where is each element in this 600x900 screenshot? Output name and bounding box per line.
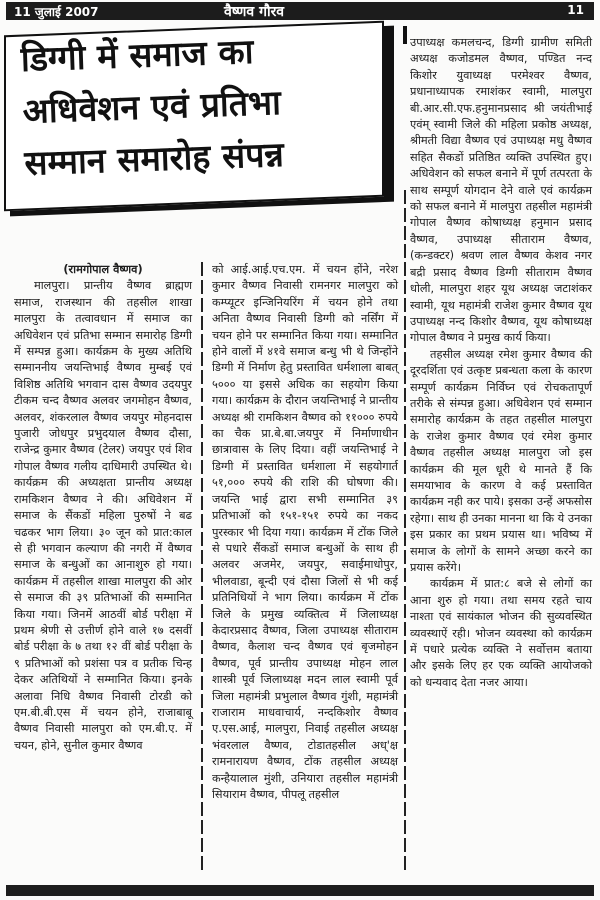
issue-date: 11 जुलाई 2007 bbox=[14, 5, 99, 19]
column-divider-thick bbox=[403, 26, 407, 44]
paragraph: उपाध्यक्ष कमलचन्द, डिग्गी ग्रामीण समिती अध्यक्ष कजोडमल वैष्णव, पण्डित नन्द किशोर युवाध्यक्ष परमेश्वर वैष्णव, प्रधानाध्यापक रमाशंकर स्वामी, मालपुरा बी.आर.सी.एफ.हनुमानप्रसाद श्री जयंतीभाई एवंम् स्वामी जिले की महिला प्रकोष्ठ अध्यक्ष, श्रीमती विद्या वैष्णव एवं उपाध्यक्ष मधु वैष्णव सहित सैकडों प्रतिष्ठित व्यक्ति उपस्थित हुए। अधिवेशन को सफल बनाने में पूर्ण तत्परता के साथ सम्पूर्ण योगदान देने वाले एवं कार्यक्रम को सफल बनाने में मालपुरा तहसील महामंत्री गोपाल वैष्णव कोषाध्यक्ष हनुमान प्रसाद वैष्णव, उपाध्यक्ष सीताराम वैष्णव, (कन्डक्टर) श्रवण लाल वैष्णव केशव नगर बद्री प्रसाद वैष्णव डिग्गी सीताराम वैष्णव धोली, मालपुरा शहर यूथ अध्यक्ष जटाशंकर स्वामी, यूथ महामंत्री राजेश कुमार वैष्णव यूथ उपाध्यक्ष नन्द किशोर वैष्णव, यूथ कोषाध्यक्ष गोपाल वैष्णव ने प्रमुख कार्य किया। bbox=[410, 36, 592, 345]
column-divider bbox=[404, 190, 406, 874]
paragraph: को आई.आई.एच.एम. में चयन होंने, नरेश कुमार वैष्णव निवासी रामनगर मालपुरा को कम्प्यूटर इन्जिनियरिंग में चयन होने तथा अनिता वैष्णव निवासी डिग्गी को नर्सिंग में चयन होने पर सम्मानित किया गया। सम्मानित होने वालों में ४१वे समाज बन्धु भी थे जिन्होंने डिग्गी में निर्माण हेतु प्रस्तावित धर्मशाला बाबत् ५००० या इससे अधिक का सहयोग किया गया। कार्यक्रम के दौरान जयन्तिभाई ने प्रान्तीय अध्यक्ष श्री रामकिशन वैष्णव को ११००० रुपये का चैक प्रा.बे.बा.जयपुर में निर्माणाधीन छात्रावास के लिए दिया। वहीं जयन्तिभाई ने डिग्गी में प्रस्तावित धर्मशाला में सहयोगार्त ५१,००० रुपये की राशि की घोषणा की। जयन्ति भाई द्वारा सभी सम्मानित ३९ प्रतिभाओं को १५१-१५१ रुपये का नकद पुरस्कार भी दिया गया। कार्यक्रम में टोंक जिले से पधारे सैंकडों समाज बन्धुओं के साथ ही अलवर अजमेर, जयपुर, सवाईमाधोपुर, भीलवाडा, बून्दी एवं दौसा जिलों से भी कई प्रतिनिधियों ने भाग लिया। कार्यक्रम में टोंक जिले के प्रमुख व्यक्तित्व में जिलाध्यक्ष केदारप्रसाद वैष्णव, जिला उपाध्यक्ष सीताराम वैष्णव, कैलाश चन्द वैष्णव एवं बृजमोहन वैष्णव, पूर्व प्रान्तीय उपाध्यक्ष मोहन लाल शास्त्री पूर्व जिलाध्यक्ष मदन लाल स्वामी पूर्व जिला महामंत्री प्रभुलाल वैष्णव गुंशी, महामंत्री राजाराम माधवाचार्य, नन्दकिशोर वैष्णव ए.एस.आई, मालपुरा, निवाई तहसील अध्यक्ष भंवरलाल वैष्णव, टोडातहसील अध्'क्ष रामनारायण वैष्णव, टोंक तहसील अध्यक्ष कन्हैयालाल मुंशी, उनियारा तहसील महामंत्री सियाराम वैष्णव, पीपलू तहसील bbox=[212, 263, 398, 801]
newspaper-name: वैष्णव गौरव bbox=[224, 4, 285, 20]
article-column-3 bbox=[410, 35, 592, 691]
byline: (रामगोपाल वैष्णव) bbox=[63, 263, 143, 276]
article-column-1 bbox=[14, 262, 192, 754]
masthead-bar bbox=[6, 2, 594, 20]
article-column-2 bbox=[212, 262, 398, 803]
headline-line: अधिवेशन एवं प्रतिभा bbox=[22, 82, 282, 132]
headline-line: डिग्गी में समाज का bbox=[20, 31, 255, 80]
paragraph: मालपुरा। प्रान्तीय वैष्णव ब्राह्मण समाज, राजस्थान की तहसील शाखा मालपुरा के तत्वावधान में समाज का अधिवेशन एवं प्रतिभा सम्मान समारोह डिग्गी में सम्पन्न हुआ। कार्यक्रम के मुख्य अतिथि सम्माननीय जयन्तिभाई वैष्णव मुम्बई एवं विशिष्ठ अतिथि भगवान दास वैष्णव उदयपुर टीकम चन्द वैष्णव अलवर जगमोहन वैष्णव, अलवर, शंकरलाल वैष्णव जयपुर मोहनदास पुजारी जोधपुर प्रभुदयाल वैष्णव दौसा, राजेन्द्र कुमार वैष्णव (टेलर) जयपुर एवं शिव गोपाल वैष्णव गलीय दाधिमारी उपस्थित थे। कार्यक्रम की अध्यक्षता प्रान्तीय अध्यक्ष रामकिशन वैष्णव ने की। अधिवेशन में समाज के सैंकडों महिला पुरुषों ने बढ चढकर भाग लिया। ३० जून को प्रात:काल से ही भगवान कल्याण की नगरी में वैष्णव समाज के बन्धुओं का आनाशुरु हो गया। कार्यक्रम में तहसील शाखा मालपुरा की ओर से समाज की ३९ प्रतिभाओं की सम्मानित किया गया। जिनमें आठवीं बोर्ड परीक्षा में प्रथम श्रेणी से उत्तीर्ण होने वाले १७ दसवीं बोर्ड परीक्षा के ७ तथा १२ वीं बोर्ड परीक्षा के ९ प्रतिभाओं को प्रशंसा पत्र व प्रतीक चिन्ह देकर अतिथियों ने सम्मानित किया। इनके अलावा निधि वैष्णव निवासी टोरडी को एम.बी.बी.एस में चयन होने, राजाबाबू वैष्णव निवासी मालपुरा को एम.बी.ए. में चयन, होने, सुनील कुमार वैष्णव bbox=[14, 279, 192, 752]
paragraph: तहसील अध्यक्ष रमेश कुमार वैष्णव की दूरदर्शिता एवं उत्कृष्ट प्रबन्धता कला के कारण सम्पूर्ण कार्यक्रम निर्विघ्न एवं रोचकतापूर्ण तरीके से संम्पन्न हुआ। अधिवेशन एवं सम्मान समारोह कार्यक्रम के तहत तहसील मालपुरा के राजेश कुमार वैष्णव एवं रमेश कुमार वैष्णव तहसील अध्यक्ष मालपुरा जो इस कार्यक्रम की मूल धूरी थे मानते हैं कि समयाभाव के कारण वे कई प्रस्तावित कार्यक्रम नही कर पाये। इसका उन्हें अफसोस रहेगा। साथ ही उनका मानना था कि ये उनका इस प्रकार का प्रथम प्रयास था। भविष्य में समाज के लोगों के सामने अच्छा करने का प्रयास करेंगे। bbox=[410, 347, 592, 574]
column-divider bbox=[201, 262, 203, 874]
page-number: 11 bbox=[567, 3, 584, 17]
footer-bar bbox=[6, 885, 594, 896]
headline-line: सम्मान समारोह संपन्न bbox=[23, 134, 285, 184]
article-headline bbox=[20, 21, 385, 189]
paragraph: कार्यक्रम में प्रात:८ बजे से लोगों का आना शुरु हो गया। तथा समय रहते चाय नाश्ता एवं सायंकाल भोजन की सुव्यवस्थित व्यवस्थाऐं रही। भोजन व्यवस्था को कार्यक्रम में पधारे प्रत्येक व्यक्ति ने सर्वोत्तम बताया और इसके लिए हर एक व्यक्ति आयोजको को धन्यवाद देता नजर आया। bbox=[410, 577, 592, 689]
